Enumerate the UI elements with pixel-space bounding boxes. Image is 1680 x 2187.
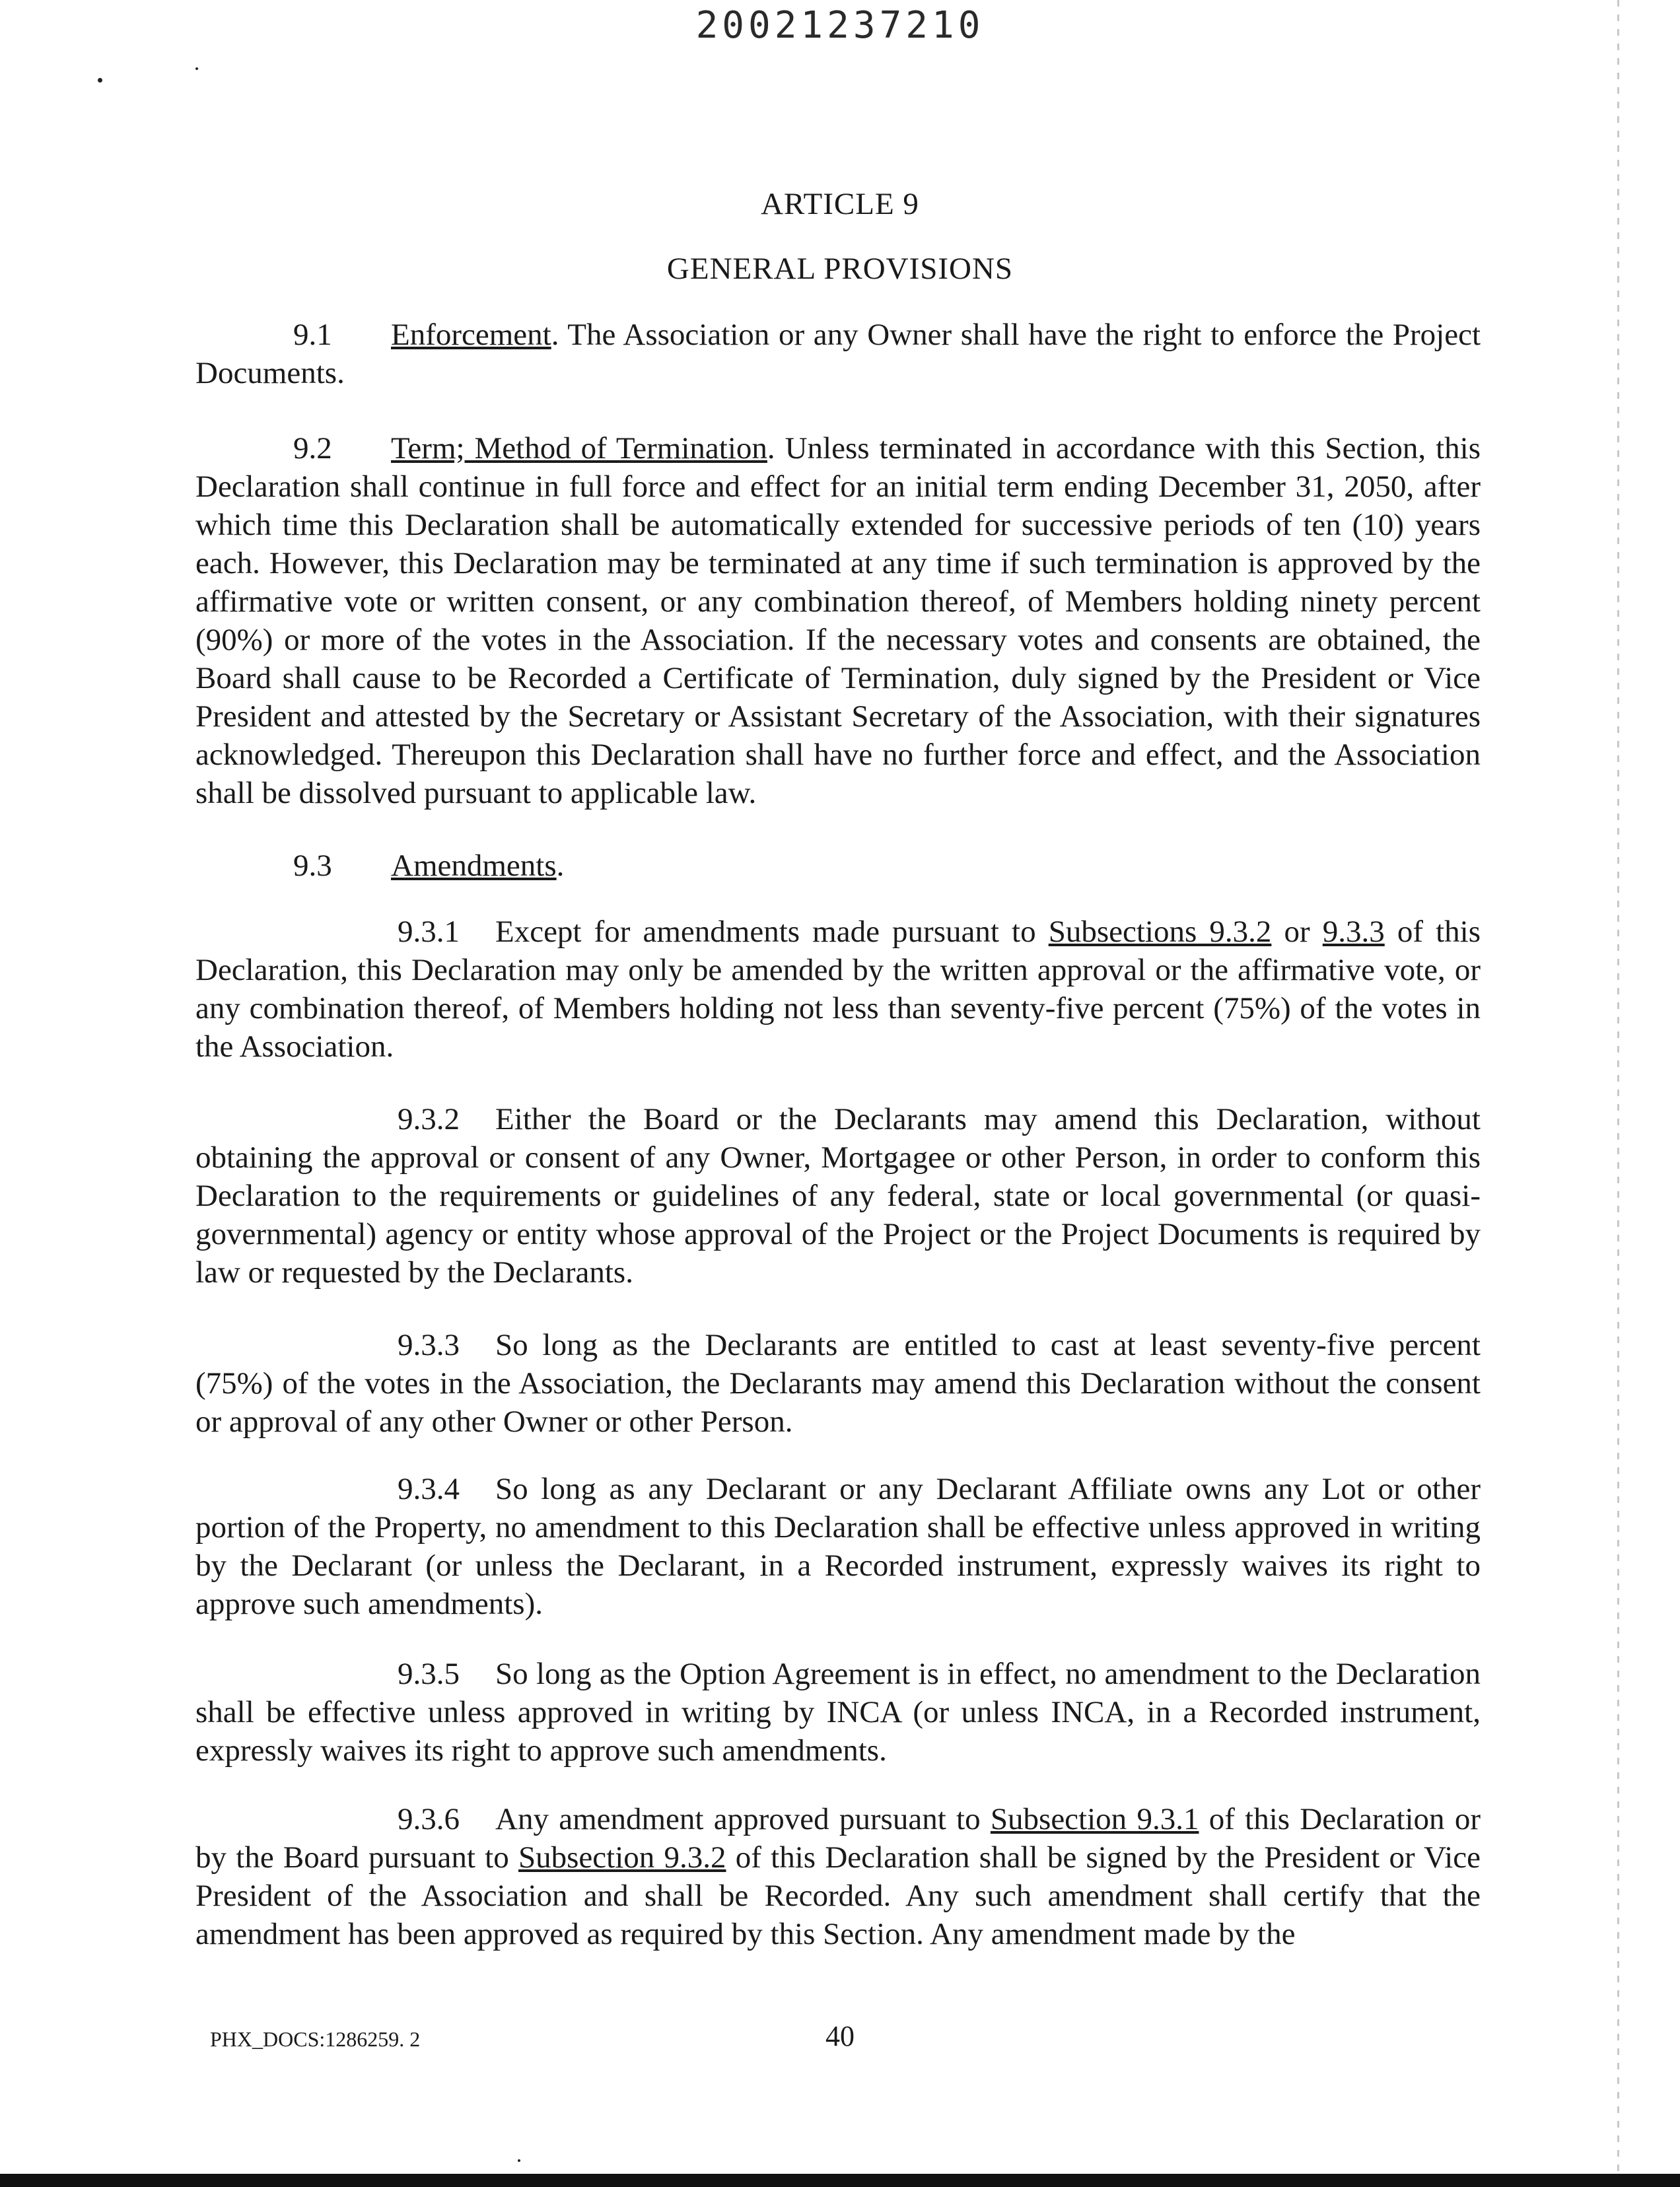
- section-9-2: [195, 429, 1481, 812]
- section-text: So long as the Declarants are entitled to cast at least seventy-five percent (75%) of the votes in the Association, the Declarants may amend this Declaration without the consent or approval of any other Owner or other Person.: [195, 1328, 1481, 1439]
- section-9-3-6: [195, 1800, 1481, 1953]
- section-number: 9.3.2: [398, 1102, 460, 1136]
- scan-edge-line: [1617, 0, 1619, 2187]
- cross-reference: 9.3.3: [1322, 915, 1385, 949]
- section-heading: Enforcement: [391, 318, 551, 352]
- section-text: . The Association or any Owner shall have the right to enforce the Project Documents.: [195, 318, 1481, 390]
- section-number: 9.1: [293, 318, 332, 352]
- section-text: of this Declaration or by the Board pursuant to: [195, 1802, 1481, 1875]
- section-punct: .: [556, 849, 565, 883]
- section-9-3-2: [195, 1100, 1481, 1292]
- section-heading: Term; Method of Termination: [391, 431, 767, 466]
- section-9-3: [195, 847, 1481, 885]
- section-9-3-4: [195, 1470, 1481, 1623]
- document-number: 20021237210: [695, 4, 985, 47]
- section-text: of this Declaration, this Declaration may only be amended by the written approval or the affirmative vote, or any combination thereof, of Members holding not less than seventy-five percent (75%) of the votes in the Association.: [195, 915, 1481, 1064]
- footer-doc-id: PHX_DOCS:1286259. 2: [210, 2027, 421, 2051]
- section-9-3-1: [195, 913, 1481, 1066]
- cross-reference: Subsection 9.3.1: [990, 1802, 1199, 1836]
- cross-reference: Subsections 9.3.2: [1048, 915, 1272, 949]
- section-number: 9.2: [293, 431, 332, 466]
- section-number: 9.3.5: [398, 1657, 460, 1691]
- section-text: or: [1271, 915, 1323, 949]
- article-number: ARTICLE 9: [761, 187, 919, 221]
- section-text: So long as any Declarant or any Declarant Affiliate owns any Lot or other portion of the Property, no amendment to this Declaration shall be effective unless approved in writing by the Declarant (or unless the Declarant, in a Recorded instrument, expressly waives its right to approve such amendments).: [195, 1472, 1481, 1621]
- section-number: 9.3.3: [398, 1328, 460, 1362]
- section-number: 9.3: [293, 849, 332, 883]
- scan-speck: [195, 67, 198, 70]
- scan-bottom-border: [0, 2174, 1680, 2187]
- scan-speck: [98, 78, 102, 83]
- scan-speck: [518, 2159, 520, 2162]
- article-title: GENERAL PROVISIONS: [666, 252, 1014, 286]
- section-text: Either the Board or the Declarants may amend this Declaration, without obtaining the approval or consent of any Owner, Mortgagee or other Person, in order to conform this Declaration to the requirements or guidelines of any federal, state or local governmental (or quasi-governmental) agency or entity whose approval of the Project or the Project Documents is required by law or requested by the Declarants.: [195, 1102, 1481, 1290]
- cross-reference: Subsection 9.3.2: [518, 1840, 726, 1875]
- section-text: So long as the Option Agreement is in effect, no amendment to the Declaration shall be effective unless approved in writing by INCA (or unless INCA, in a Recorded instrument, expressly waives its right to approve such amendments.: [195, 1657, 1481, 1768]
- section-heading: Amendments: [391, 849, 557, 883]
- section-number: 9.3.6: [398, 1802, 460, 1836]
- section-number: 9.3.1: [398, 915, 460, 949]
- section-text: Except for amendments made pursuant to: [495, 915, 1049, 949]
- section-9-3-3: [195, 1326, 1481, 1441]
- section-text: Any amendment approved pursuant to: [495, 1802, 991, 1836]
- section-text: . Unless terminated in accordance with this Section, this Declaration shall continue in full force and effect for an initial term ending December 31, 2050, after which time this Declaration shall be automatically extended for successive periods of ten (10) years each. However, this Declaration may be terminated at any time if such termination is approved by the affirmative vote or written consent, or any combination thereof, of Members holding ninety percent (90%) or more of the votes in the Association. If the necessary votes and consents are obtained, the Board shall cause to be Recorded a Certificate of Termination, duly signed by the President or Vice President and attested by the Secretary or Assistant Secretary of the Association, with their signatures acknowledged. Thereupon this Declaration shall have no further force and effect, and the Association shall be dissolved pursuant to applicable law.: [195, 431, 1481, 810]
- section-text: of this Declaration shall be signed by the President or Vice President of the Association and shall be Recorded. Any such amendment shall certify that the amendment has been approved as required by this Section. Any amendment made by the: [195, 1840, 1481, 1951]
- section-9-3-5: [195, 1655, 1481, 1770]
- section-number: 9.3.4: [398, 1472, 460, 1506]
- section-9-1: [195, 316, 1481, 392]
- page-number: 40: [825, 2020, 855, 2052]
